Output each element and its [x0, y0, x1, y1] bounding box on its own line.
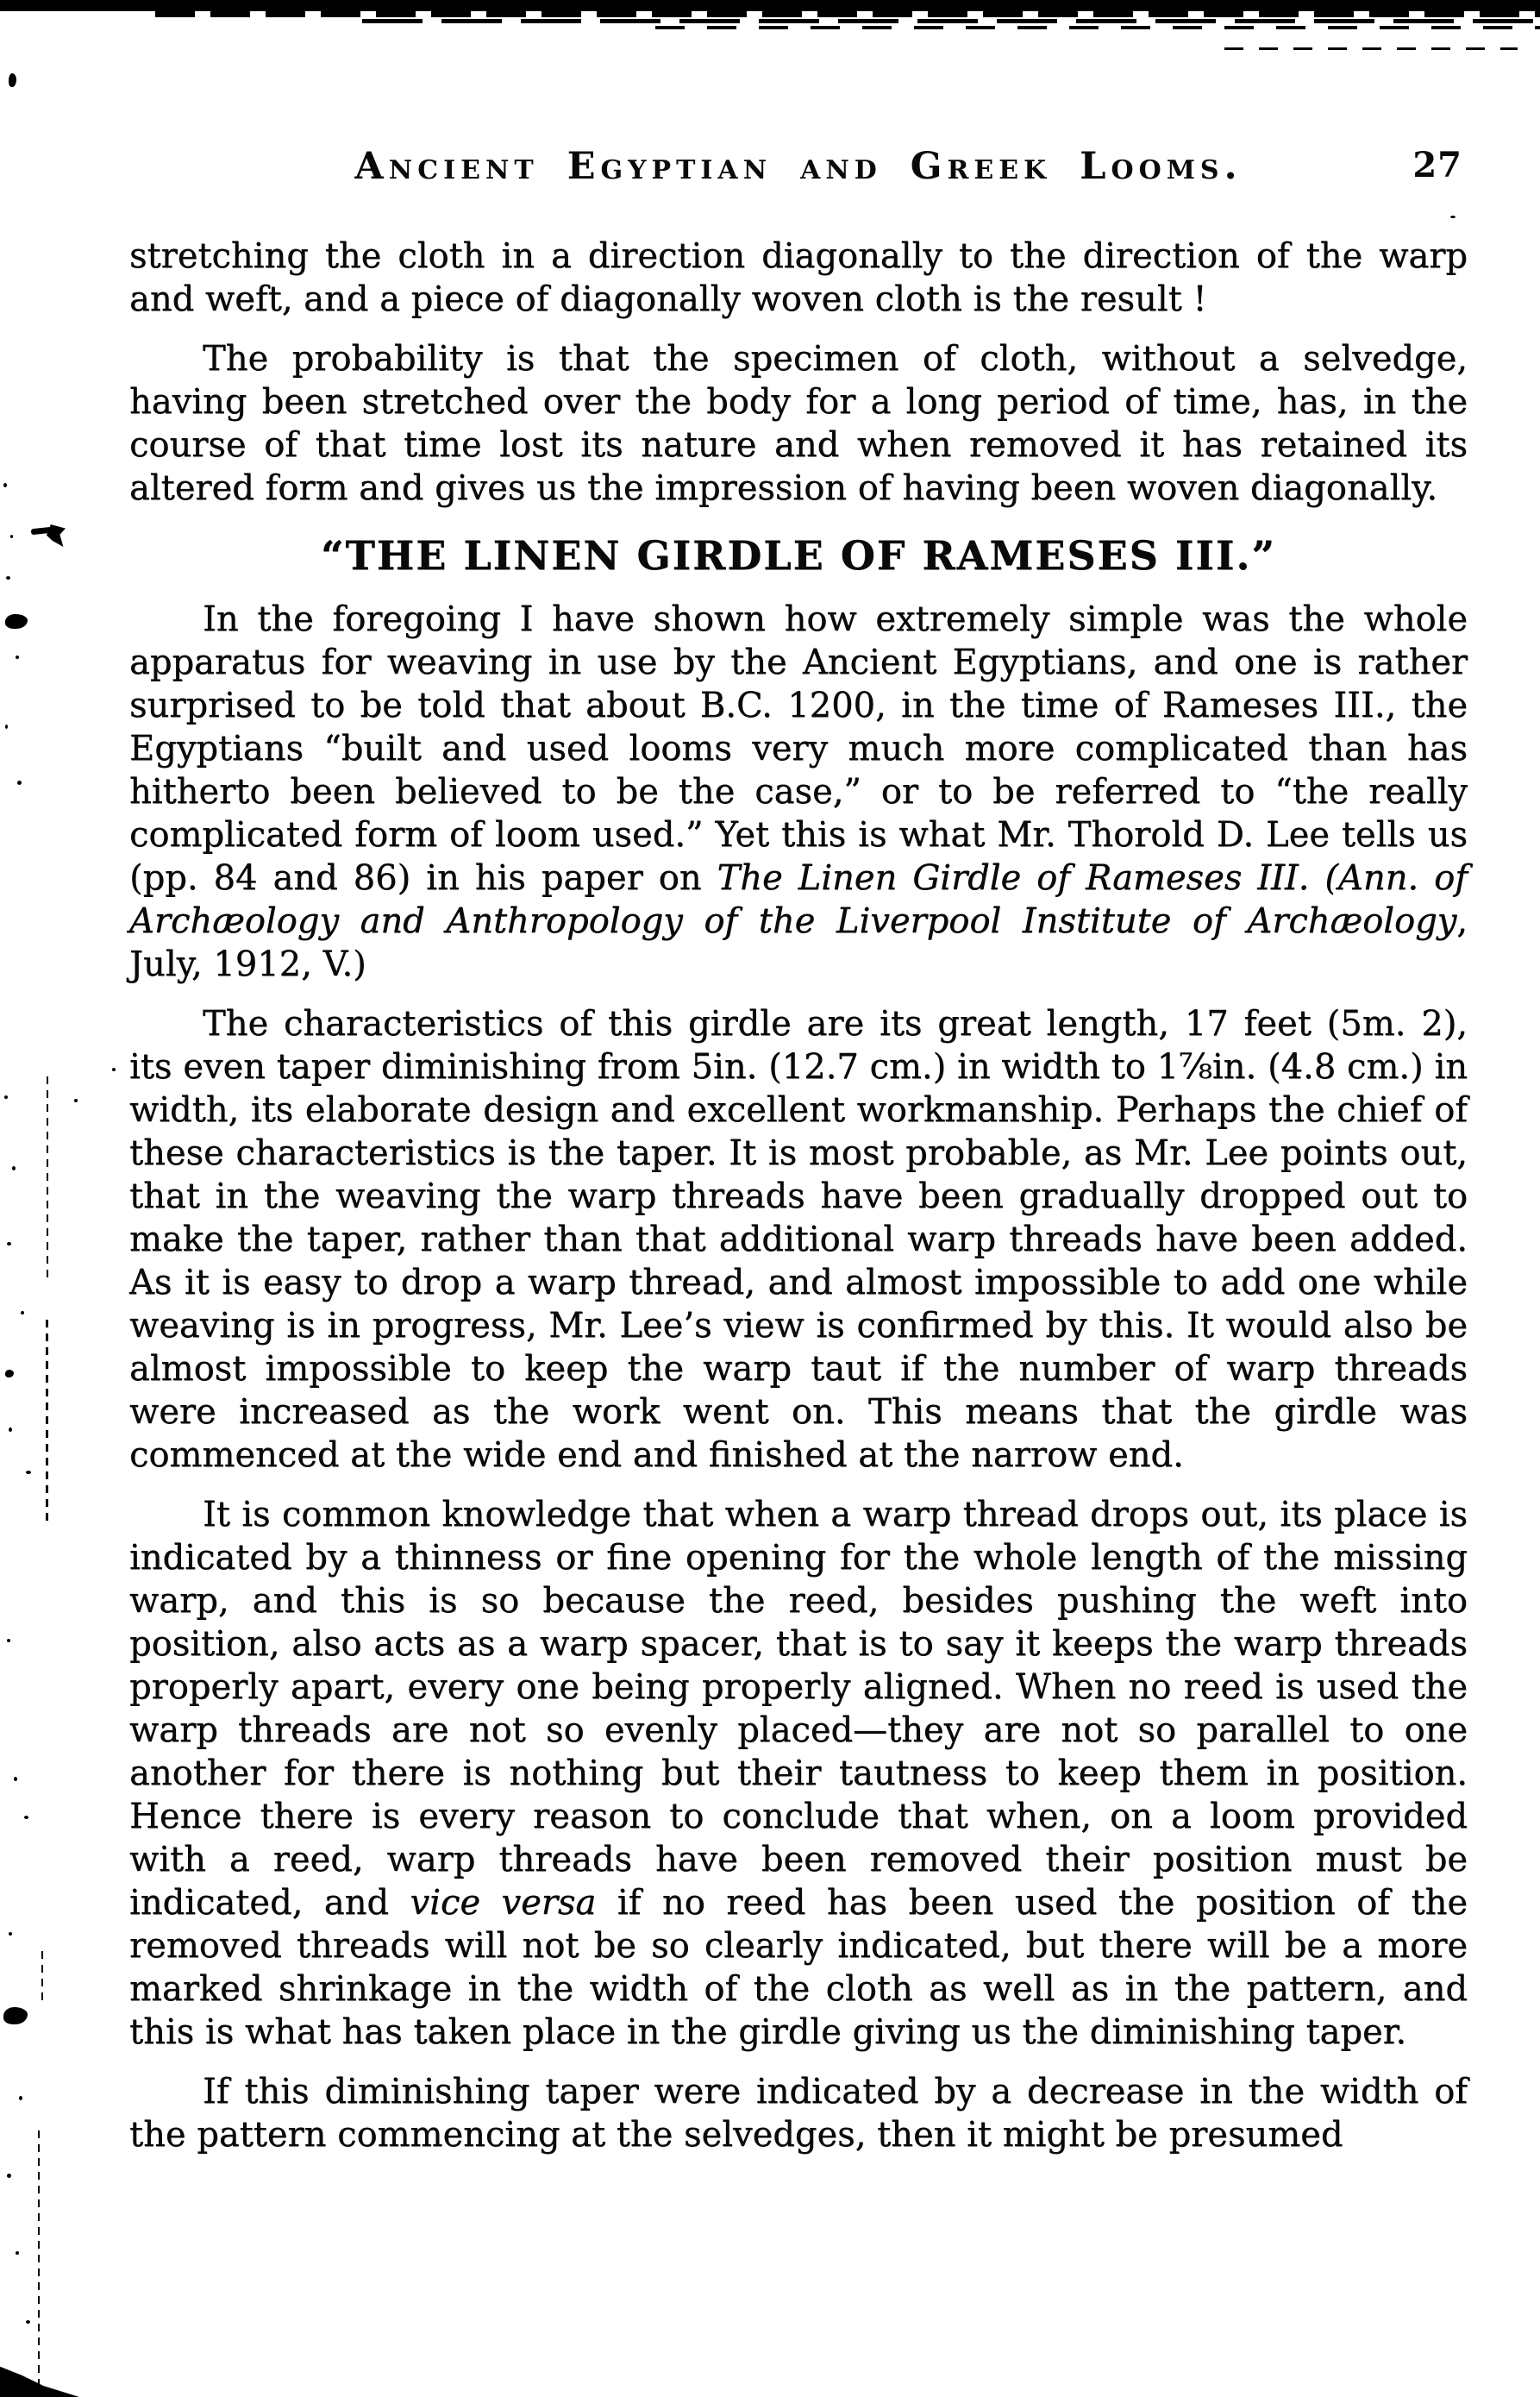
scan-speckle — [9, 1428, 12, 1432]
paragraph — [129, 1493, 1468, 2054]
paragraph — [129, 1002, 1468, 1477]
ink-blot — [0, 2360, 79, 2397]
crease-line — [46, 1320, 48, 1527]
scan-speckle — [12, 1166, 16, 1170]
paragraph — [129, 2070, 1468, 2156]
text-run: The characteristics of this girdle are its great length, 17 feet (5m. 2), its even taper diminishing from 5in. (12.7 cm.) in width to 1⅞in. (4.8 cm.) in width, its elaborate design and excellent workmanship. Perhaps the chief of these characteristics is the taper. It is most probable, as Mr. Lee points out, that in the weaving the warp threads have been gradually dropped out to make the taper, rather than that additional warp threads have been added. As it is easy to drop a warp thread, and almost impossible to add one while weaving is in progress, Mr. Lee’s view is confirmed by this. It would also be almost impossible to keep the warp taut if the number of warp threads were increased as the work went on. This means that the girdle was commenced at the wide end and finished at the narrow end. — [129, 1004, 1468, 1475]
scan-speckle — [16, 656, 19, 659]
italic-text-run: vice versa — [410, 1883, 597, 1923]
scan-speckle — [7, 2174, 11, 2178]
scan-streak — [362, 19, 1540, 23]
scan-streak — [655, 26, 1540, 29]
pen-mark — [31, 521, 69, 550]
scan-speckle — [26, 2320, 30, 2324]
scan-streak — [1224, 47, 1518, 50]
ink-blot — [9, 73, 16, 87]
scan-speckle — [21, 1311, 24, 1315]
paragraph — [129, 235, 1468, 321]
scan-speckle — [26, 1471, 31, 1474]
scan-speckle — [112, 1068, 116, 1071]
text-run: stretching the cloth in a direction diagonally to the direction of the warp and weft, and a piece of diagonally woven cloth is the result ! — [129, 236, 1468, 319]
ink-blot — [3, 2007, 28, 2024]
scan-speckle — [74, 1099, 78, 1102]
scan-speckle — [14, 1777, 17, 1781]
scan-edge-artifact — [0, 0, 1540, 11]
text-run: The probability is that the specimen of cloth, without a selvedge, having been stretched over the body for a long period of time, has, in the course of that time lost its nature and when removed it has retained its altered form and gives us the impression of having been woven diagonally. — [129, 339, 1468, 508]
page-title: Ancient Egyptian and Greek Looms. — [354, 145, 1243, 188]
scan-speckle — [6, 576, 10, 580]
text-run: In the foregoing I have shown how extremely simple was the whole apparatus for weaving in use by the Ancient Egyptians, and one is rather surprised to be told that about B.C. 1200, in the time of Rameses III., the Egyptians “built and used looms very much more complicated than has hitherto been believed to be the case,” or to be referred to “the really complicated form of loom used.” Yet this is what Mr. Thorold D. Lee tells us (pp. 84 and 86) in his paper on — [129, 599, 1468, 898]
crease-line — [47, 1076, 48, 1283]
scan-speckle — [10, 535, 13, 538]
paragraph — [129, 598, 1468, 986]
text-run: If this diminishing taper were indicated by a decrease in the width of the pattern commencing at the selvedges, then it might be presumed — [129, 2072, 1468, 2155]
scan-speckle — [7, 1639, 10, 1642]
scan-speckle — [3, 483, 7, 487]
scan-speckle — [24, 1816, 28, 1819]
crease-line — [38, 2130, 40, 2397]
scan-speckle — [4, 1095, 8, 1099]
paragraph — [129, 337, 1468, 510]
italic-text-run: The Linen Girdle of Rameses III. (Ann. of Archæology and Anthropology of the Liverpool Institute of Archæology — [129, 858, 1468, 941]
text-run: if no reed has been used the position of the removed threads will not be so clearly indicated, but there will be a more marked shrinkage in the width of the cloth as well as in the pattern, and this is what has taken place in the girdle giving us the diminishing taper. — [129, 1883, 1468, 2052]
running-header — [129, 145, 1468, 197]
page-number: 27 — [1412, 145, 1462, 185]
scan-speckle — [5, 725, 8, 729]
page-body — [129, 235, 1468, 2173]
ink-blot — [5, 1370, 14, 1377]
scan-speckle — [19, 2096, 22, 2100]
scan-speckle — [9, 1932, 12, 1936]
text-run: , July, 1912, V.) — [129, 901, 1468, 984]
scan-speckle — [16, 2251, 19, 2255]
scan-speckle — [7, 1242, 11, 1246]
scan-speckle — [1450, 216, 1455, 218]
ink-blot — [5, 614, 28, 629]
text-run: It is common knowledge that when a warp thread drops out, its place is indicated by a thinness or fine opening for the whole length of the missing warp, and this is so because the reed, besides pushing the weft into position, also acts as a warp spacer, that is to say it keeps the warp threads properly apart, every one being properly aligned. When no reed is used the warp threads are not so evenly placed—they are not so parallel to one another for there is nothing but their tautness to keep them in position. Hence there is every reason to conclude that when, on a loom provided with a reed, warp threads have been removed their position must be indicated, and — [129, 1495, 1468, 1923]
scan-streak — [155, 11, 1540, 17]
section-heading: “THE LINEN GIRDLE OF RAMESES III.” — [321, 532, 1276, 579]
scan-speckle — [17, 781, 22, 785]
crease-line — [41, 1951, 43, 2003]
